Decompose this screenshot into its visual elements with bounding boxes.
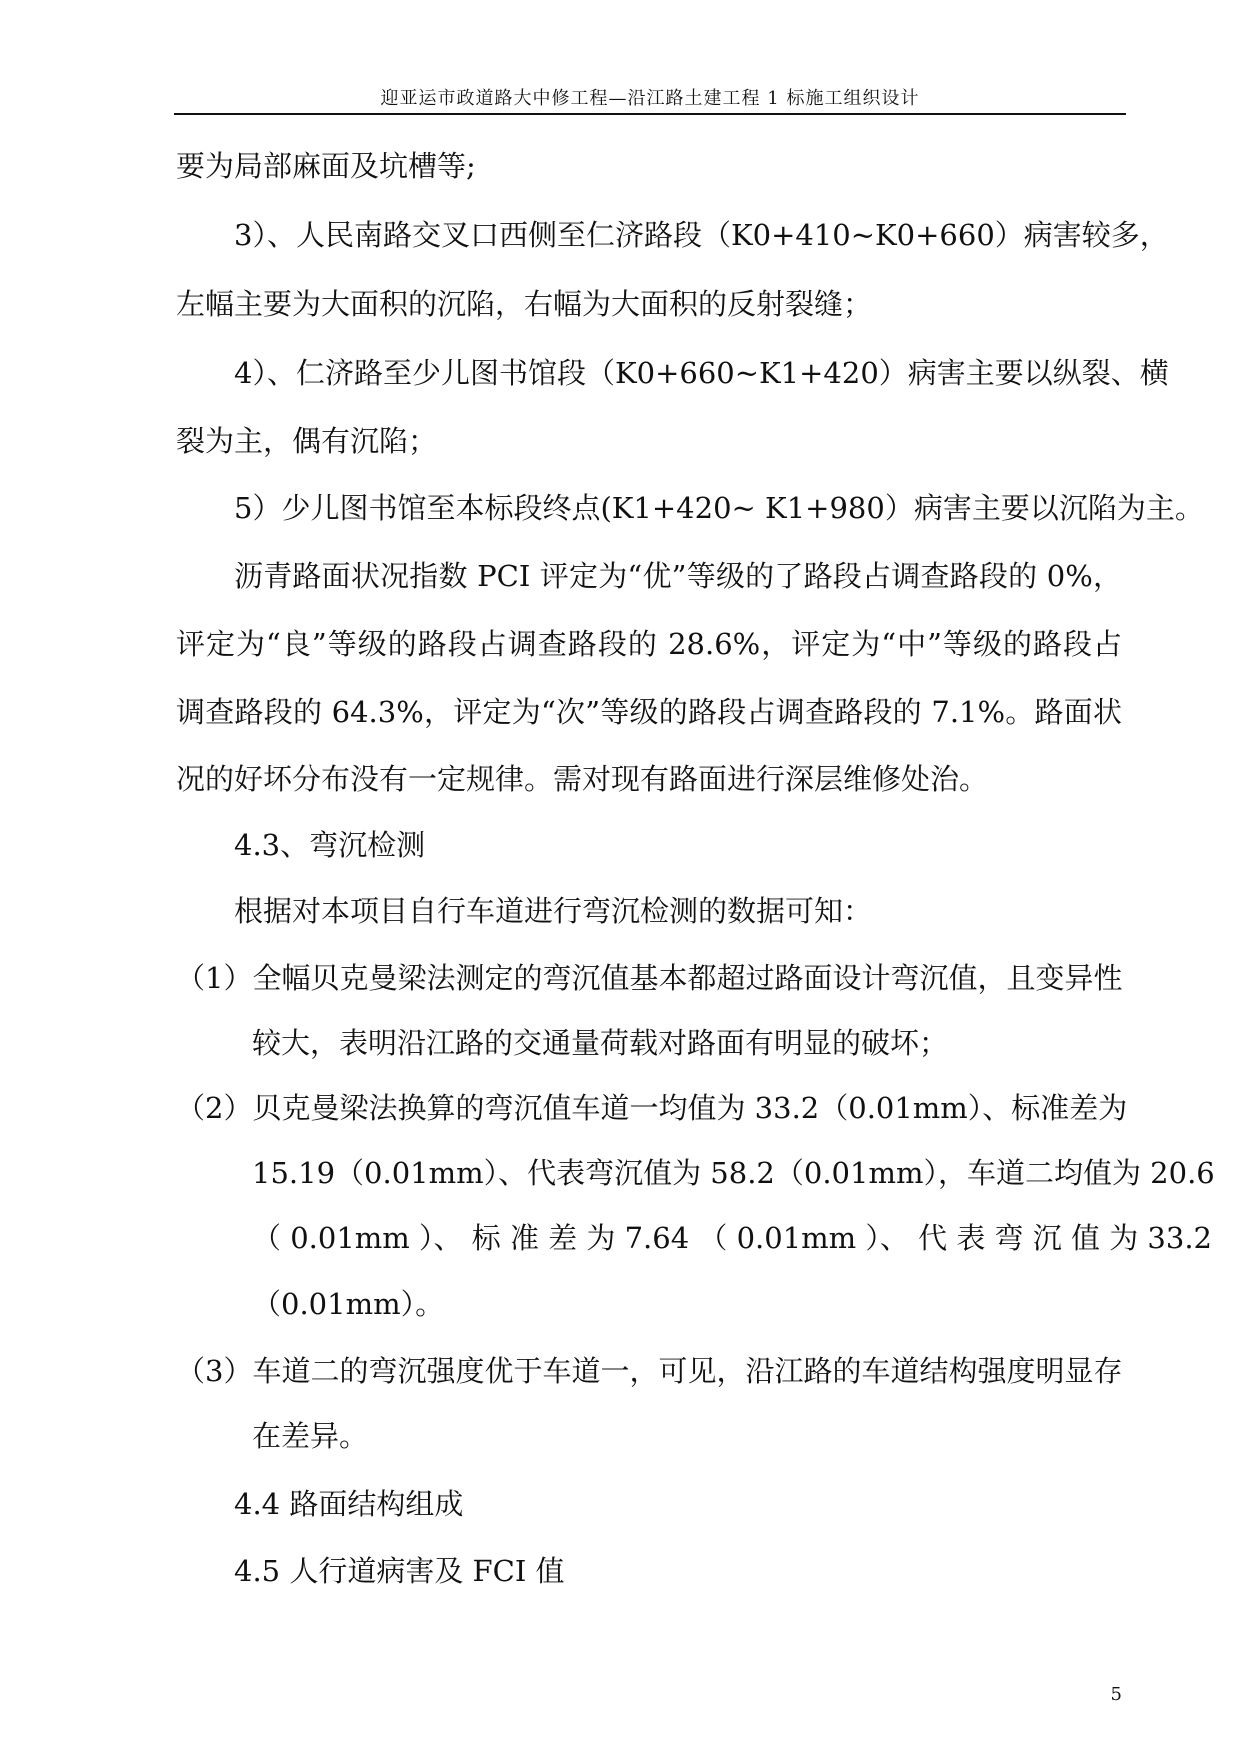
- page-number: 5: [1110, 1684, 1122, 1705]
- section-heading: 4.3、弯沉检测: [234, 828, 426, 862]
- body-line: 4）、仁济路至少儿图书馆段（K0+660~K1+420）病害主要以纵裂、横: [234, 356, 1169, 390]
- section-heading: 4.4 路面结构组成: [234, 1487, 464, 1521]
- body-line: 评定为“良”等级的路段占调查路段的 28.6%，评定为“中”等级的路段占: [176, 627, 1122, 661]
- body-line: 调查路段的 64.3%，评定为“次”等级的路段占调查路段的 7.1%。路面状: [176, 695, 1122, 729]
- list-item-continuation: 较大，表明沿江路的交通量荷载对路面有明显的破坏；: [252, 1026, 949, 1060]
- list-item-continuation: （ 0.01mm ）、 标 准 差 为 7.64 （ 0.01mm ）、 代 表 弯 沉 值 为 33.2: [252, 1221, 1212, 1255]
- list-item-continuation: 15.19（0.01mm）、代表弯沉值为 58.2（0.01mm），车道二均值为 20.6: [252, 1156, 1215, 1190]
- running-header: 迎亚运市政道路大中修工程—沿江路土建工程 1 标施工组织设计: [380, 88, 920, 109]
- section-heading: 4.5 人行道病害及 FCI 值: [234, 1554, 565, 1588]
- body-line: 沥青路面状况指数 PCI 评定为“优”等级的了路段占调查路段的 0%，: [234, 559, 1122, 593]
- list-item-continuation: 在差异。: [252, 1419, 369, 1453]
- body-line: 况的好坏分布没有一定规律。需对现有路面进行深层维修处治。: [176, 762, 989, 796]
- list-item-continuation: （0.01mm）。: [252, 1287, 445, 1321]
- list-item: （2）贝克曼梁法换算的弯沉值车道一均值为 33.2（0.01mm）、标准差为: [176, 1091, 1128, 1125]
- list-item: （1）全幅贝克曼梁法测定的弯沉值基本都超过路面设计弯沉值，且变异性: [176, 961, 1123, 995]
- body-line: 5）少儿图书馆至本标段终点(K1+420~ K1+980）病害主要以沉陷为主。: [234, 491, 1204, 525]
- body-line: 根据对本项目自行车道进行弯沉检测的数据可知：: [234, 894, 873, 928]
- body-line: 左幅主要为大面积的沉陷，右幅为大面积的反射裂缝；: [176, 287, 873, 321]
- list-item: （3）车道二的弯沉强度优于车道一，可见，沿江路的车道结构强度明显存: [176, 1354, 1123, 1388]
- body-line: 裂为主，偶有沉陷；: [176, 424, 438, 458]
- header-rule: [174, 113, 1126, 115]
- body-line: 3）、人民南路交叉口西侧至仁济路段（K0+410~K0+660）病害较多，: [234, 218, 1169, 252]
- body-line: 要为局部麻面及坑槽等;: [176, 149, 476, 183]
